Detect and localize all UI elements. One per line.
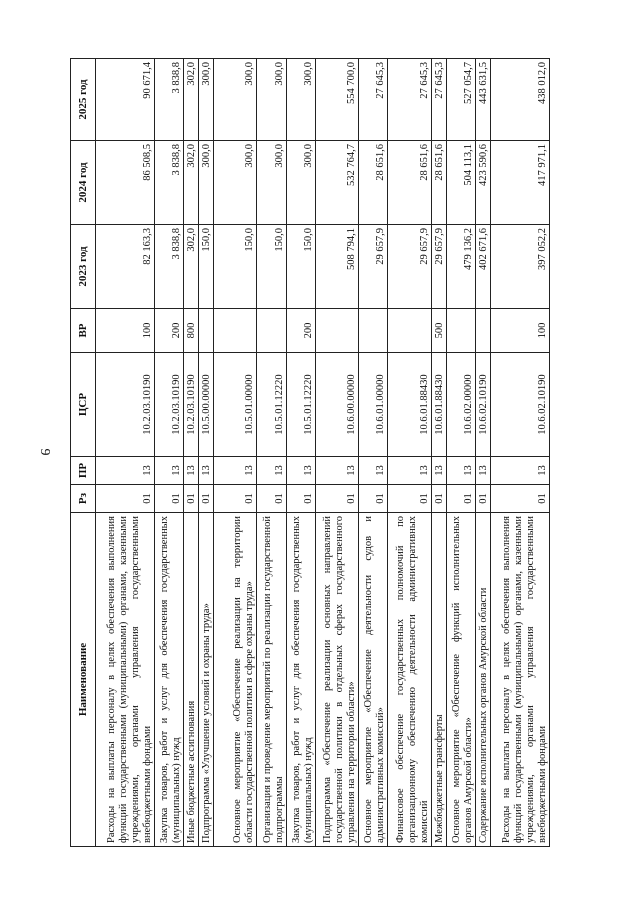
cell-name: Расходы на выплаты персоналу в целях обеспечения выполнения функций государственными (муниципальными) органами, казенными учреждениями, органами управления государственными внебюджетными фондами: [491, 513, 550, 847]
header-name: Наименование: [71, 513, 96, 847]
cell-2025: 90 671,4: [96, 59, 155, 141]
cell-2024: 28 651,6: [359, 141, 388, 225]
cell-pr: 13: [491, 457, 550, 485]
cell-2024: 423 590,6: [476, 141, 491, 225]
header-rz: Рз: [71, 485, 96, 513]
cell-rz: 01: [431, 485, 446, 513]
cell-rz: 01: [476, 485, 491, 513]
header-pr: ПР: [71, 457, 96, 485]
cell-name: Подпрограмма «Улучшение условий и охраны труда»: [198, 513, 213, 847]
table-row: [198, 59, 213, 847]
cell-2024: 300,0: [198, 141, 213, 225]
cell-2023: 3 838,8: [154, 225, 183, 309]
cell-rz: 01: [154, 485, 183, 513]
cell-pr: 13: [388, 457, 431, 485]
page-number: 9: [37, 448, 52, 456]
table-row: [431, 59, 446, 847]
cell-vr: 800: [183, 309, 198, 353]
table-row: [257, 59, 286, 847]
cell-csr: 10.6.01.00000: [359, 353, 388, 457]
cell-csr: 10.6.01.88430: [431, 353, 446, 457]
cell-2025: 554 700,0: [315, 59, 358, 141]
table-row: [491, 59, 550, 847]
cell-name: Расходы на выплаты персоналу в целях обеспечения выполнения функций государственными (муниципальными) органами, казенными учреждениями, органами управления государственными внебюджетными фондами: [96, 513, 155, 847]
cell-2025: 300,0: [198, 59, 213, 141]
cell-rz: 01: [96, 485, 155, 513]
cell-rz: 01: [198, 485, 213, 513]
cell-name: Организация и проведение мероприятий по реализации государственной подпрограммы: [257, 513, 286, 847]
cell-2023: 479 136,2: [446, 225, 475, 309]
cell-vr: 100: [491, 309, 550, 353]
table-row: [388, 59, 431, 847]
cell-2023: 29 657,9: [359, 225, 388, 309]
cell-name: Основное мероприятие «Обеспечение реализации на территории области государственной политики в сфере охраны труда»: [214, 513, 257, 847]
cell-vr: [359, 309, 388, 353]
cell-2023: 302,0: [183, 225, 198, 309]
cell-2024: 300,0: [257, 141, 286, 225]
cell-csr: 10.5.01.12220: [286, 353, 315, 457]
cell-csr: 10.2.03.10190: [96, 353, 155, 457]
table-row: [154, 59, 183, 847]
cell-vr: 200: [286, 309, 315, 353]
cell-csr: 10.6.02.10190: [476, 353, 491, 457]
cell-name: Иные бюджетные ассигнования: [183, 513, 198, 847]
header-2024: 2024 год: [71, 141, 96, 225]
cell-name: Основное мероприятие «Обеспечение деятельности судов и административных комиссий»: [359, 513, 388, 847]
cell-name: Закупка товаров, работ и услуг для обеспечения государственных (муниципальных) нужд: [154, 513, 183, 847]
cell-2025: 27 645,3: [431, 59, 446, 141]
cell-vr: [315, 309, 358, 353]
cell-2024: 3 838,8: [154, 141, 183, 225]
cell-vr: 100: [96, 309, 155, 353]
table-row: [96, 59, 155, 847]
cell-2025: 27 645,3: [388, 59, 431, 141]
cell-csr: 10.6.02.00000: [446, 353, 475, 457]
cell-rz: 01: [446, 485, 475, 513]
cell-vr: [198, 309, 213, 353]
cell-2025: 300,0: [286, 59, 315, 141]
cell-2023: 150,0: [198, 225, 213, 309]
cell-name: Межбюджетные трансферты: [431, 513, 446, 847]
cell-2024: 86 508,5: [96, 141, 155, 225]
cell-2023: 397 052,2: [491, 225, 550, 309]
cell-csr: 10.6.00.00000: [315, 353, 358, 457]
cell-pr: 13: [476, 457, 491, 485]
cell-rz: 01: [359, 485, 388, 513]
cell-2024: 300,0: [214, 141, 257, 225]
cell-vr: [446, 309, 475, 353]
table-row: [286, 59, 315, 847]
cell-vr: [214, 309, 257, 353]
cell-rz: 01: [286, 485, 315, 513]
cell-2024: 28 651,6: [431, 141, 446, 225]
cell-pr: 13: [257, 457, 286, 485]
cell-csr: 10.2.03.10190: [154, 353, 183, 457]
cell-pr: 13: [214, 457, 257, 485]
cell-2025: 3 838,8: [154, 59, 183, 141]
table-row: [446, 59, 475, 847]
cell-rz: 01: [315, 485, 358, 513]
cell-pr: 13: [286, 457, 315, 485]
cell-2023: 508 794,1: [315, 225, 358, 309]
cell-rz: 01: [214, 485, 257, 513]
cell-rz: 01: [183, 485, 198, 513]
cell-pr: 13: [198, 457, 213, 485]
cell-pr: 13: [96, 457, 155, 485]
cell-name: Основное мероприятие «Обеспечение функций исполнительных органов Амурской области»: [446, 513, 475, 847]
cell-2024: 532 764,7: [315, 141, 358, 225]
cell-rz: 01: [388, 485, 431, 513]
cell-2023: 150,0: [257, 225, 286, 309]
cell-pr: 13: [315, 457, 358, 485]
cell-2025: 300,0: [257, 59, 286, 141]
cell-2024: 417 971,1: [491, 141, 550, 225]
cell-csr: 10.2.03.10190: [183, 353, 198, 457]
cell-pr: 13: [446, 457, 475, 485]
cell-2024: 28 651,6: [388, 141, 431, 225]
cell-csr: 10.6.02.10190: [491, 353, 550, 457]
cell-vr: [257, 309, 286, 353]
header-csr: ЦСР: [71, 353, 96, 457]
cell-2023: 29 657,9: [388, 225, 431, 309]
table-row: [476, 59, 491, 847]
cell-vr: [388, 309, 431, 353]
cell-2023: 150,0: [286, 225, 315, 309]
header-2025: 2025 год: [71, 59, 96, 141]
cell-2025: 527 054,7: [446, 59, 475, 141]
cell-csr: 10.5.01.00000: [214, 353, 257, 457]
cell-2024: 504 113,1: [446, 141, 475, 225]
cell-vr: 200: [154, 309, 183, 353]
cell-vr: [476, 309, 491, 353]
cell-2025: 300,0: [214, 59, 257, 141]
cell-2023: 29 657,9: [431, 225, 446, 309]
cell-2023: 82 163,3: [96, 225, 155, 309]
cell-2025: 302,0: [183, 59, 198, 141]
cell-2023: 402 671,6: [476, 225, 491, 309]
cell-csr: 10.5.01.12220: [257, 353, 286, 457]
cell-name: Закупка товаров, работ и услуг для обеспечения государственных (муниципальных) нужд: [286, 513, 315, 847]
cell-vr: 500: [431, 309, 446, 353]
cell-2024: 300,0: [286, 141, 315, 225]
cell-csr: 10.5.00.00000: [198, 353, 213, 457]
cell-csr: 10.6.01.88430: [388, 353, 431, 457]
cell-2025: 438 012,0: [491, 59, 550, 141]
cell-2025: 443 631,5: [476, 59, 491, 141]
cell-pr: 13: [359, 457, 388, 485]
cell-2025: 27 645,3: [359, 59, 388, 141]
header-2023: 2023 год: [71, 225, 96, 309]
budget-table: [70, 58, 550, 847]
cell-rz: 01: [491, 485, 550, 513]
table-row: [359, 59, 388, 847]
cell-name: Подпрограмма «Обеспечение реализации основных направлений государственной политики в отдельных сферах государственного управления на территории области»: [315, 513, 358, 847]
cell-2024: 302,0: [183, 141, 198, 225]
cell-pr: 13: [431, 457, 446, 485]
table-row: [214, 59, 257, 847]
cell-2023: 150,0: [214, 225, 257, 309]
table-row: [315, 59, 358, 847]
rotated-table-container: [70, 59, 550, 847]
cell-name: Содержание исполнительных органов Амурской области: [476, 513, 491, 847]
cell-pr: 13: [154, 457, 183, 485]
cell-name: Финансовое обеспечение государственных полномочий по организационному обеспечению деятельности административных комиссий: [388, 513, 431, 847]
table-header-row: [71, 59, 96, 847]
cell-pr: 13: [183, 457, 198, 485]
cell-rz: 01: [257, 485, 286, 513]
table-row: [183, 59, 198, 847]
header-vr: ВР: [71, 309, 96, 353]
